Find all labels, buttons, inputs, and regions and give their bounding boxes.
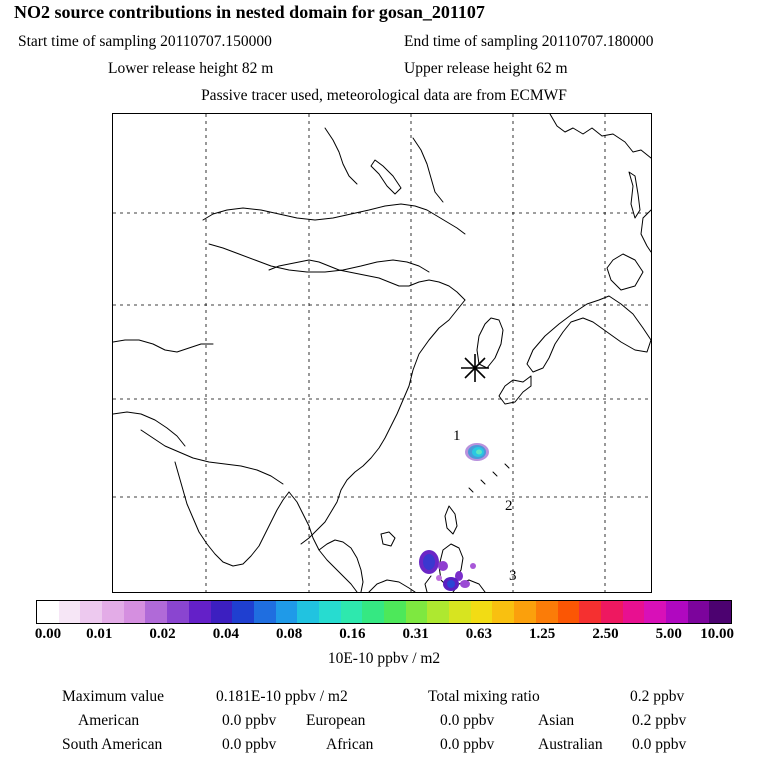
colorbar-swatch (579, 601, 601, 623)
tracer-note: Passive tracer used, meteorological data are from ECMWF (201, 87, 567, 104)
colorbar-swatch (644, 601, 666, 623)
colorbar-tick-label: 0.04 (212, 626, 239, 642)
colorbar-tick-label: 5.00 (655, 626, 682, 642)
colorbar-swatch (189, 601, 211, 623)
colorbar-tick-label: 0.31 (402, 626, 429, 642)
colorbar-swatch (276, 601, 298, 623)
colorbar-tick-label: 0.08 (275, 626, 303, 642)
region-value-american: 0.0 ppbv (222, 712, 277, 729)
region-value-european: 0.0 ppbv (440, 712, 495, 729)
region-label-european: European (306, 712, 366, 729)
colorbar-swatch (492, 601, 514, 623)
colorbar-swatch (623, 601, 645, 623)
colorbar-tick-label: 1.25 (529, 626, 556, 642)
region-label-american: American (78, 712, 140, 729)
colorbar-swatch (688, 601, 710, 623)
plume-label-3: 3 (509, 568, 517, 584)
colorbar-swatch (427, 601, 449, 623)
colorbar-swatch (80, 601, 102, 623)
region-value-asian: 0.2 ppbv (632, 712, 687, 729)
colorbar-swatch (449, 601, 471, 623)
colorbar-unit-label: 10E-10 ppbv / m2 (327, 650, 441, 667)
colorbar-swatch (167, 601, 189, 623)
region-value-african: 0.0 ppbv (440, 736, 495, 753)
page-title: NO2 source contributions in nested domain for gosan_201107 (14, 2, 485, 22)
region-value-south-american: 0.0 ppbv (222, 736, 277, 753)
colorbar-swatch (558, 601, 580, 623)
colorbar-swatch (406, 601, 428, 623)
colorbar-tick-labels (0, 626, 768, 644)
map-canvas (113, 114, 651, 592)
plume-blob-3 (419, 550, 476, 591)
colorbar-tick-label: 0.02 (149, 626, 176, 642)
region-label-south-american: South American (62, 736, 163, 753)
colorbar-swatch (384, 601, 406, 623)
stats-row-summary (0, 688, 768, 708)
plume-label-1: 1 (453, 428, 461, 444)
end-time-label: End time of sampling 20110707.180000 (404, 33, 654, 50)
colorbar[interactable] (36, 600, 732, 624)
colorbar-swatch (254, 601, 276, 623)
stats-row-2 (0, 736, 768, 756)
region-value-australian: 0.0 ppbv (632, 736, 687, 753)
colorbar-swatch (319, 601, 341, 623)
colorbar-tick-label: 0.01 (86, 626, 113, 642)
colorbar-swatch (666, 601, 688, 623)
colorbar-swatch (211, 601, 233, 623)
colorbar-swatch (145, 601, 167, 623)
colorbar-swatch (297, 601, 319, 623)
colorbar-swatch (341, 601, 363, 623)
colorbar-tick-label: 0.63 (465, 626, 493, 642)
upper-release-height-label: Upper release height 62 m (404, 60, 568, 77)
colorbar-swatch (59, 601, 81, 623)
region-label-australian: Australian (538, 736, 603, 753)
colorbar-swatch (124, 601, 146, 623)
colorbar-swatch (37, 601, 59, 623)
plume-blob-1 (465, 443, 489, 461)
region-label-african: African (326, 736, 374, 753)
total-mixing-ratio-label: Total mixing ratio (428, 688, 540, 705)
maximum-value-label: Maximum value (62, 688, 165, 705)
coastline-paths (113, 114, 651, 592)
colorbar-swatch (601, 601, 623, 623)
colorbar-tick-label: 2.50 (592, 626, 619, 642)
colorbar-swatch (102, 601, 124, 623)
colorbar-swatch (471, 601, 493, 623)
maximum-value: 0.181E-10 ppbv / m2 (216, 688, 348, 705)
stats-row-1 (0, 712, 768, 732)
colorbar-tick-label: 0.16 (339, 626, 366, 642)
region-label-asian: Asian (538, 712, 575, 729)
start-time-label: Start time of sampling 20110707.150000 (18, 33, 272, 50)
plume-label-2: 2 (505, 498, 513, 514)
total-mixing-ratio-value: 0.2 ppbv (630, 688, 685, 705)
release-site-marker (461, 354, 489, 382)
colorbar-tick-label: 0.00 (34, 626, 62, 642)
colorbar-tick-label: 10.00 (700, 626, 735, 642)
colorbar-swatch (536, 601, 558, 623)
colorbar-swatch (709, 601, 731, 623)
colorbar-swatch (514, 601, 536, 623)
lower-release-height-label: Lower release height 82 m (108, 60, 274, 77)
colorbar-swatch (362, 601, 384, 623)
colorbar-swatch (232, 601, 254, 623)
map-panel[interactable] (112, 113, 652, 593)
